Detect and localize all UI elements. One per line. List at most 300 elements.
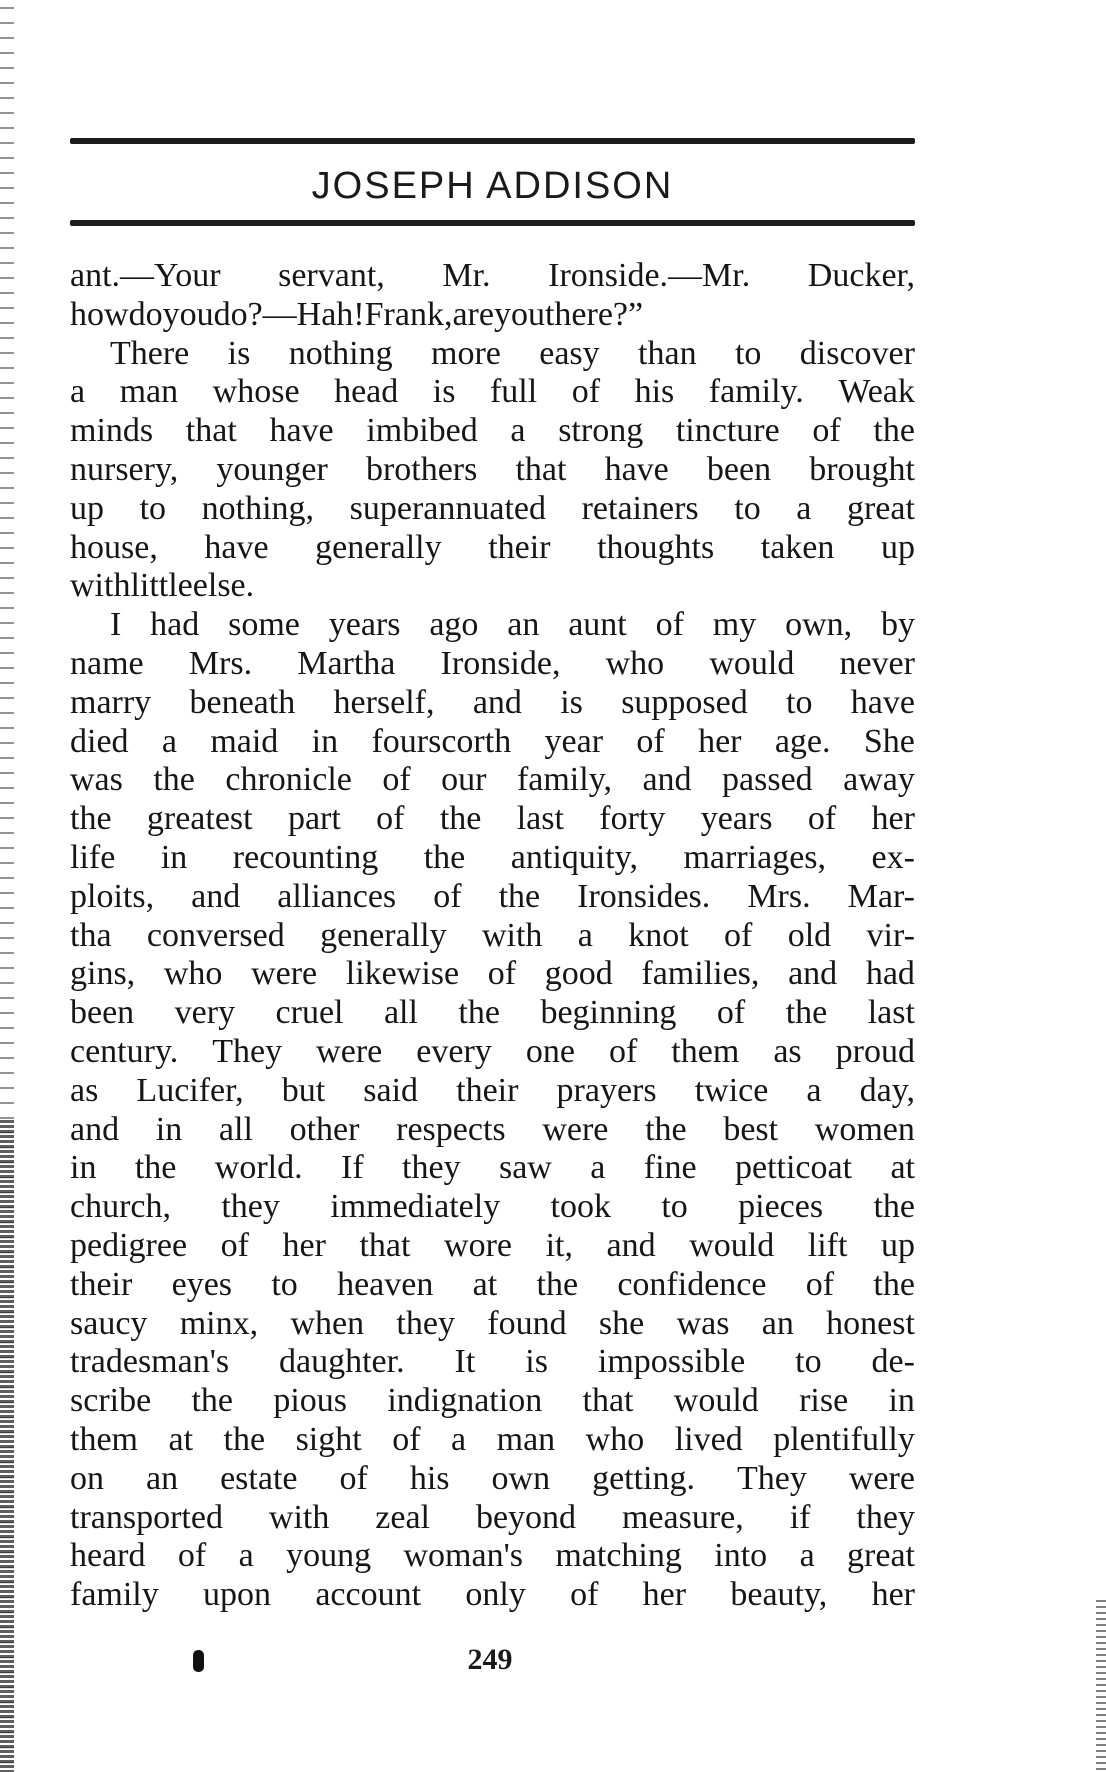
text-line <box>70 1111 915 1150</box>
word: estate <box>220 1459 298 1497</box>
word: impossible <box>597 1343 746 1381</box>
text-line <box>70 1072 915 1111</box>
word: our <box>441 761 487 799</box>
word: the <box>873 1188 915 1226</box>
word: ago <box>429 606 479 644</box>
word: have <box>204 528 269 566</box>
word: saw <box>498 1149 552 1187</box>
word: but <box>281 1071 326 1109</box>
word: passed <box>722 761 813 799</box>
word: into <box>714 1537 768 1575</box>
word: died <box>70 722 129 760</box>
word: only <box>465 1576 526 1614</box>
word: They <box>737 1459 807 1497</box>
word: the <box>785 994 828 1032</box>
word: Frank, <box>364 295 453 333</box>
word: sight <box>295 1420 362 1458</box>
word: good <box>544 955 613 993</box>
word: greatest <box>146 800 253 838</box>
word: were <box>542 1110 609 1148</box>
word: the <box>645 1110 687 1148</box>
text-line <box>70 373 915 412</box>
word: who <box>605 644 665 682</box>
word: is <box>432 373 456 411</box>
word: never <box>839 644 915 682</box>
word: It <box>454 1343 476 1381</box>
text-line <box>70 451 915 490</box>
word: away <box>843 761 915 799</box>
word: their <box>70 1265 133 1303</box>
word: ant.—Your <box>70 257 221 294</box>
word: easy <box>539 334 600 372</box>
text-line <box>70 1382 915 1421</box>
word: his <box>409 1459 450 1497</box>
word: they <box>402 1149 461 1187</box>
word: a <box>799 1537 815 1575</box>
word: in <box>311 722 339 760</box>
word: who <box>585 1420 645 1458</box>
text-line <box>70 1537 915 1576</box>
word: last <box>516 800 564 838</box>
word: pieces <box>738 1188 824 1226</box>
word: to <box>786 683 813 721</box>
word: full <box>489 373 538 411</box>
word: day, <box>859 1071 915 1109</box>
word: the <box>458 994 500 1032</box>
word: Martha <box>297 644 396 682</box>
word: great <box>847 1537 915 1575</box>
text-line <box>70 296 915 335</box>
word: chronicle <box>225 761 352 799</box>
word: beyond <box>475 1498 577 1536</box>
word: else. <box>192 567 255 605</box>
word: they <box>856 1498 915 1536</box>
word: you <box>162 295 214 333</box>
word: retainers <box>581 489 699 527</box>
word: Lucifer, <box>136 1071 244 1109</box>
word: up <box>880 528 915 566</box>
word: scribe <box>70 1382 152 1420</box>
word: have <box>850 683 915 721</box>
word: brothers <box>365 450 478 488</box>
word: thoughts <box>597 528 715 566</box>
word: the <box>536 1265 579 1303</box>
word: in <box>160 838 188 876</box>
word: old <box>787 916 832 954</box>
word: their <box>456 1071 519 1109</box>
word: to <box>139 489 167 527</box>
word: they <box>396 1304 455 1342</box>
text-line <box>70 1460 915 1499</box>
word: they <box>221 1188 280 1226</box>
text-line <box>70 800 915 839</box>
page-edge-left-shadow <box>0 1120 14 1772</box>
word: beauty, <box>730 1576 828 1614</box>
word: were <box>848 1459 915 1497</box>
word: other <box>289 1110 360 1148</box>
word: of <box>636 722 665 760</box>
word: and <box>191 877 241 915</box>
word: Ducker, <box>807 257 915 294</box>
word: a <box>451 1420 467 1458</box>
word: every <box>416 1032 492 1070</box>
word: her <box>642 1576 687 1614</box>
word: gins, <box>70 955 136 993</box>
word: the <box>70 800 112 838</box>
word: if <box>789 1498 811 1536</box>
word: getting. <box>592 1459 696 1497</box>
word: tha <box>70 916 112 954</box>
word: women <box>814 1110 915 1148</box>
word: with <box>268 1498 330 1536</box>
word: an <box>146 1459 179 1497</box>
word: than <box>638 334 697 372</box>
word: by <box>880 606 915 644</box>
word: it, <box>545 1226 573 1264</box>
text-line <box>70 567 915 606</box>
word: that <box>185 412 237 450</box>
word: and <box>788 955 838 993</box>
word: young <box>286 1537 372 1575</box>
word: marriages, <box>683 838 827 876</box>
text-line <box>70 1149 915 1188</box>
word: is <box>227 334 251 372</box>
word: pious <box>273 1382 348 1420</box>
word: years <box>328 606 401 644</box>
page-edge-right <box>1096 1600 1106 1772</box>
word: one <box>525 1032 575 1070</box>
text-line <box>70 490 915 529</box>
text-line <box>70 878 915 917</box>
word: minx, <box>179 1304 259 1342</box>
text-line <box>70 1188 915 1227</box>
word: the <box>134 1149 177 1187</box>
word: whose <box>212 373 300 411</box>
word: aunt <box>568 606 627 644</box>
word: the <box>498 877 541 915</box>
word: discover <box>799 334 915 372</box>
text-line <box>70 1576 915 1615</box>
word: year <box>544 722 604 760</box>
header-rule-top <box>70 138 915 144</box>
word: the <box>191 1382 234 1420</box>
word: of <box>724 916 753 954</box>
word: the <box>223 1420 266 1458</box>
word: measure, <box>621 1498 744 1536</box>
word: tradesman's <box>70 1343 230 1381</box>
word: the <box>423 838 466 876</box>
word: more <box>431 334 501 372</box>
word: of <box>382 761 411 799</box>
word: and <box>606 1226 656 1264</box>
word: eyes <box>171 1265 233 1303</box>
word: of <box>177 1537 207 1575</box>
word: were <box>316 1032 383 1070</box>
word: saucy <box>70 1304 148 1342</box>
word: her <box>282 1226 326 1264</box>
word: Mar- <box>847 877 915 915</box>
word: with <box>481 916 543 954</box>
word: tincture <box>675 412 780 450</box>
word: who <box>163 955 223 993</box>
word: man <box>496 1420 556 1458</box>
text-line <box>70 1343 915 1382</box>
text-line <box>70 839 915 878</box>
word: name <box>70 644 144 682</box>
word: part <box>287 800 341 838</box>
word: took <box>550 1188 611 1226</box>
word: knot <box>628 916 689 954</box>
word: to <box>734 489 761 527</box>
word: twice <box>694 1071 769 1109</box>
word: some <box>228 606 300 644</box>
word: would <box>689 1226 775 1264</box>
word: a <box>796 489 812 527</box>
word: in <box>888 1382 915 1420</box>
word: account <box>315 1576 422 1614</box>
word: are <box>452 295 494 333</box>
text-line <box>70 994 915 1033</box>
word: her <box>871 800 915 838</box>
word: a <box>590 1149 606 1187</box>
word: They <box>212 1032 283 1070</box>
word: brought <box>809 450 915 488</box>
word: own, <box>785 606 853 644</box>
word: in <box>155 1110 183 1148</box>
word: a <box>238 1537 254 1575</box>
word: family. <box>708 373 804 411</box>
word: own <box>491 1459 551 1497</box>
word: a <box>806 1071 822 1109</box>
word: of <box>339 1459 368 1497</box>
word: beginning <box>540 994 677 1032</box>
word: been <box>706 450 772 488</box>
word: up <box>880 1226 915 1264</box>
word: all <box>383 994 418 1032</box>
word: indignation <box>387 1382 543 1420</box>
word: of <box>716 994 746 1032</box>
word: her <box>698 722 742 760</box>
word: a <box>577 916 593 954</box>
word: families, <box>641 955 760 993</box>
word: them <box>70 1420 138 1458</box>
word: been <box>70 994 135 1032</box>
word: his <box>634 373 675 411</box>
word: her <box>871 1576 915 1614</box>
word: recounting <box>232 838 379 876</box>
word: generally <box>320 916 447 954</box>
word: the <box>873 1265 915 1303</box>
text-line <box>70 723 915 762</box>
word: have <box>604 450 669 488</box>
word: little <box>130 567 193 605</box>
word: Ironside.—Mr. <box>548 257 751 294</box>
word: a <box>161 722 177 760</box>
word: vir- <box>866 916 915 954</box>
word: nothing <box>288 334 393 372</box>
word: cruel <box>275 994 344 1032</box>
word: of <box>487 955 517 993</box>
word: forty <box>599 800 666 838</box>
word: Mr. <box>442 257 491 294</box>
word: of <box>805 1265 835 1303</box>
word: of <box>807 800 837 838</box>
word: was <box>70 761 123 799</box>
word: strong <box>558 412 644 450</box>
word: have <box>269 412 334 450</box>
word: years <box>700 800 773 838</box>
word: a <box>510 412 526 450</box>
text-line <box>70 1033 915 1072</box>
word: said <box>363 1071 419 1109</box>
word: was <box>676 1304 730 1342</box>
word: at <box>472 1265 498 1303</box>
text-line <box>70 1227 915 1266</box>
word: lived <box>674 1420 743 1458</box>
word: to <box>734 334 762 372</box>
word: family, <box>516 761 612 799</box>
word: to <box>661 1188 688 1226</box>
word: family <box>70 1576 159 1614</box>
word: the <box>153 761 195 799</box>
word: maid <box>210 722 279 760</box>
word: ploits, <box>70 877 155 915</box>
word: as <box>70 1071 99 1109</box>
word: when <box>290 1304 365 1342</box>
word: heaven <box>337 1265 434 1303</box>
word: church, <box>70 1188 172 1226</box>
word: century. <box>70 1032 179 1070</box>
word: nothing, <box>201 489 315 527</box>
ink-mark <box>193 1650 204 1672</box>
word: antiquity, <box>510 838 638 876</box>
word: There <box>110 334 190 372</box>
word: pedigree <box>70 1226 188 1264</box>
word: of <box>655 606 684 644</box>
word: there?” <box>544 295 644 333</box>
word: an <box>761 1304 794 1342</box>
text-line <box>70 257 915 296</box>
word: If <box>341 1149 364 1187</box>
word: that <box>515 450 567 488</box>
word: up <box>70 489 104 527</box>
word: conversed <box>146 916 285 954</box>
word: daughter. <box>279 1343 405 1381</box>
word: found <box>487 1304 567 1342</box>
word: beneath <box>189 683 296 721</box>
word: She <box>863 722 915 760</box>
text-line <box>70 1499 915 1538</box>
word: with <box>70 567 131 605</box>
word: that <box>359 1226 411 1264</box>
word: a <box>70 373 86 411</box>
word: rise <box>799 1382 849 1420</box>
word: Mrs. <box>188 644 253 682</box>
word: upon <box>203 1576 272 1614</box>
word: I <box>110 606 122 644</box>
word: heard <box>70 1537 146 1575</box>
word: is <box>560 683 583 721</box>
word: taken <box>760 528 835 566</box>
word: were <box>251 955 318 993</box>
word: them <box>671 1032 740 1070</box>
word: generally <box>315 528 442 566</box>
word: last <box>867 994 915 1032</box>
word: plentifully <box>773 1420 915 1458</box>
word: and <box>642 761 692 799</box>
word: zeal <box>375 1498 430 1536</box>
word: matching <box>555 1537 682 1575</box>
word: that <box>582 1382 634 1420</box>
word: nursery, <box>70 450 179 488</box>
text-line <box>70 955 915 994</box>
text-line <box>70 335 915 374</box>
word: prayers <box>556 1071 657 1109</box>
word: had <box>150 606 200 644</box>
word: and <box>70 1110 120 1148</box>
word: all <box>218 1110 253 1148</box>
word: is <box>525 1343 548 1381</box>
word: world. <box>214 1149 303 1187</box>
text-line <box>70 645 915 684</box>
word: marry <box>70 683 152 721</box>
word: great <box>846 489 915 527</box>
text-line <box>70 412 915 451</box>
word: an <box>507 606 540 644</box>
word: respects <box>396 1110 506 1148</box>
word: supposed <box>621 683 748 721</box>
word: ex- <box>871 838 915 876</box>
word: would <box>673 1382 759 1420</box>
word: fourscorth <box>371 722 512 760</box>
word: man <box>119 373 179 411</box>
word: confidence <box>617 1265 767 1303</box>
word: Ironside, <box>440 644 561 682</box>
text-line <box>70 529 915 568</box>
word: she <box>598 1304 645 1342</box>
word: best <box>723 1110 779 1148</box>
word: lift <box>807 1226 848 1264</box>
word: do?—Hah! <box>213 295 365 333</box>
word: of <box>392 1420 421 1458</box>
word: younger <box>216 450 328 488</box>
word: petticoat <box>735 1149 853 1187</box>
word: the <box>439 800 482 838</box>
text-line <box>70 761 915 800</box>
word: how <box>70 295 129 333</box>
word: wore <box>444 1226 512 1264</box>
word: to <box>795 1343 822 1381</box>
text-line <box>70 917 915 956</box>
word: very <box>174 994 236 1032</box>
word: Mrs. <box>747 877 811 915</box>
text-line <box>70 606 915 645</box>
word: servant, <box>278 257 385 294</box>
word: you <box>493 295 545 333</box>
word: Weak <box>838 373 915 411</box>
running-head: JOSEPH ADDISON <box>311 165 674 207</box>
word: of <box>608 1032 638 1070</box>
word: of <box>812 412 841 450</box>
body-text <box>70 257 915 1615</box>
header-rule-bottom <box>70 220 915 226</box>
word: alliances <box>277 877 397 915</box>
word: woman's <box>403 1537 523 1575</box>
word: to <box>271 1265 298 1303</box>
word: immediately <box>330 1188 501 1226</box>
word: fine <box>643 1149 697 1187</box>
word: as <box>773 1032 802 1070</box>
